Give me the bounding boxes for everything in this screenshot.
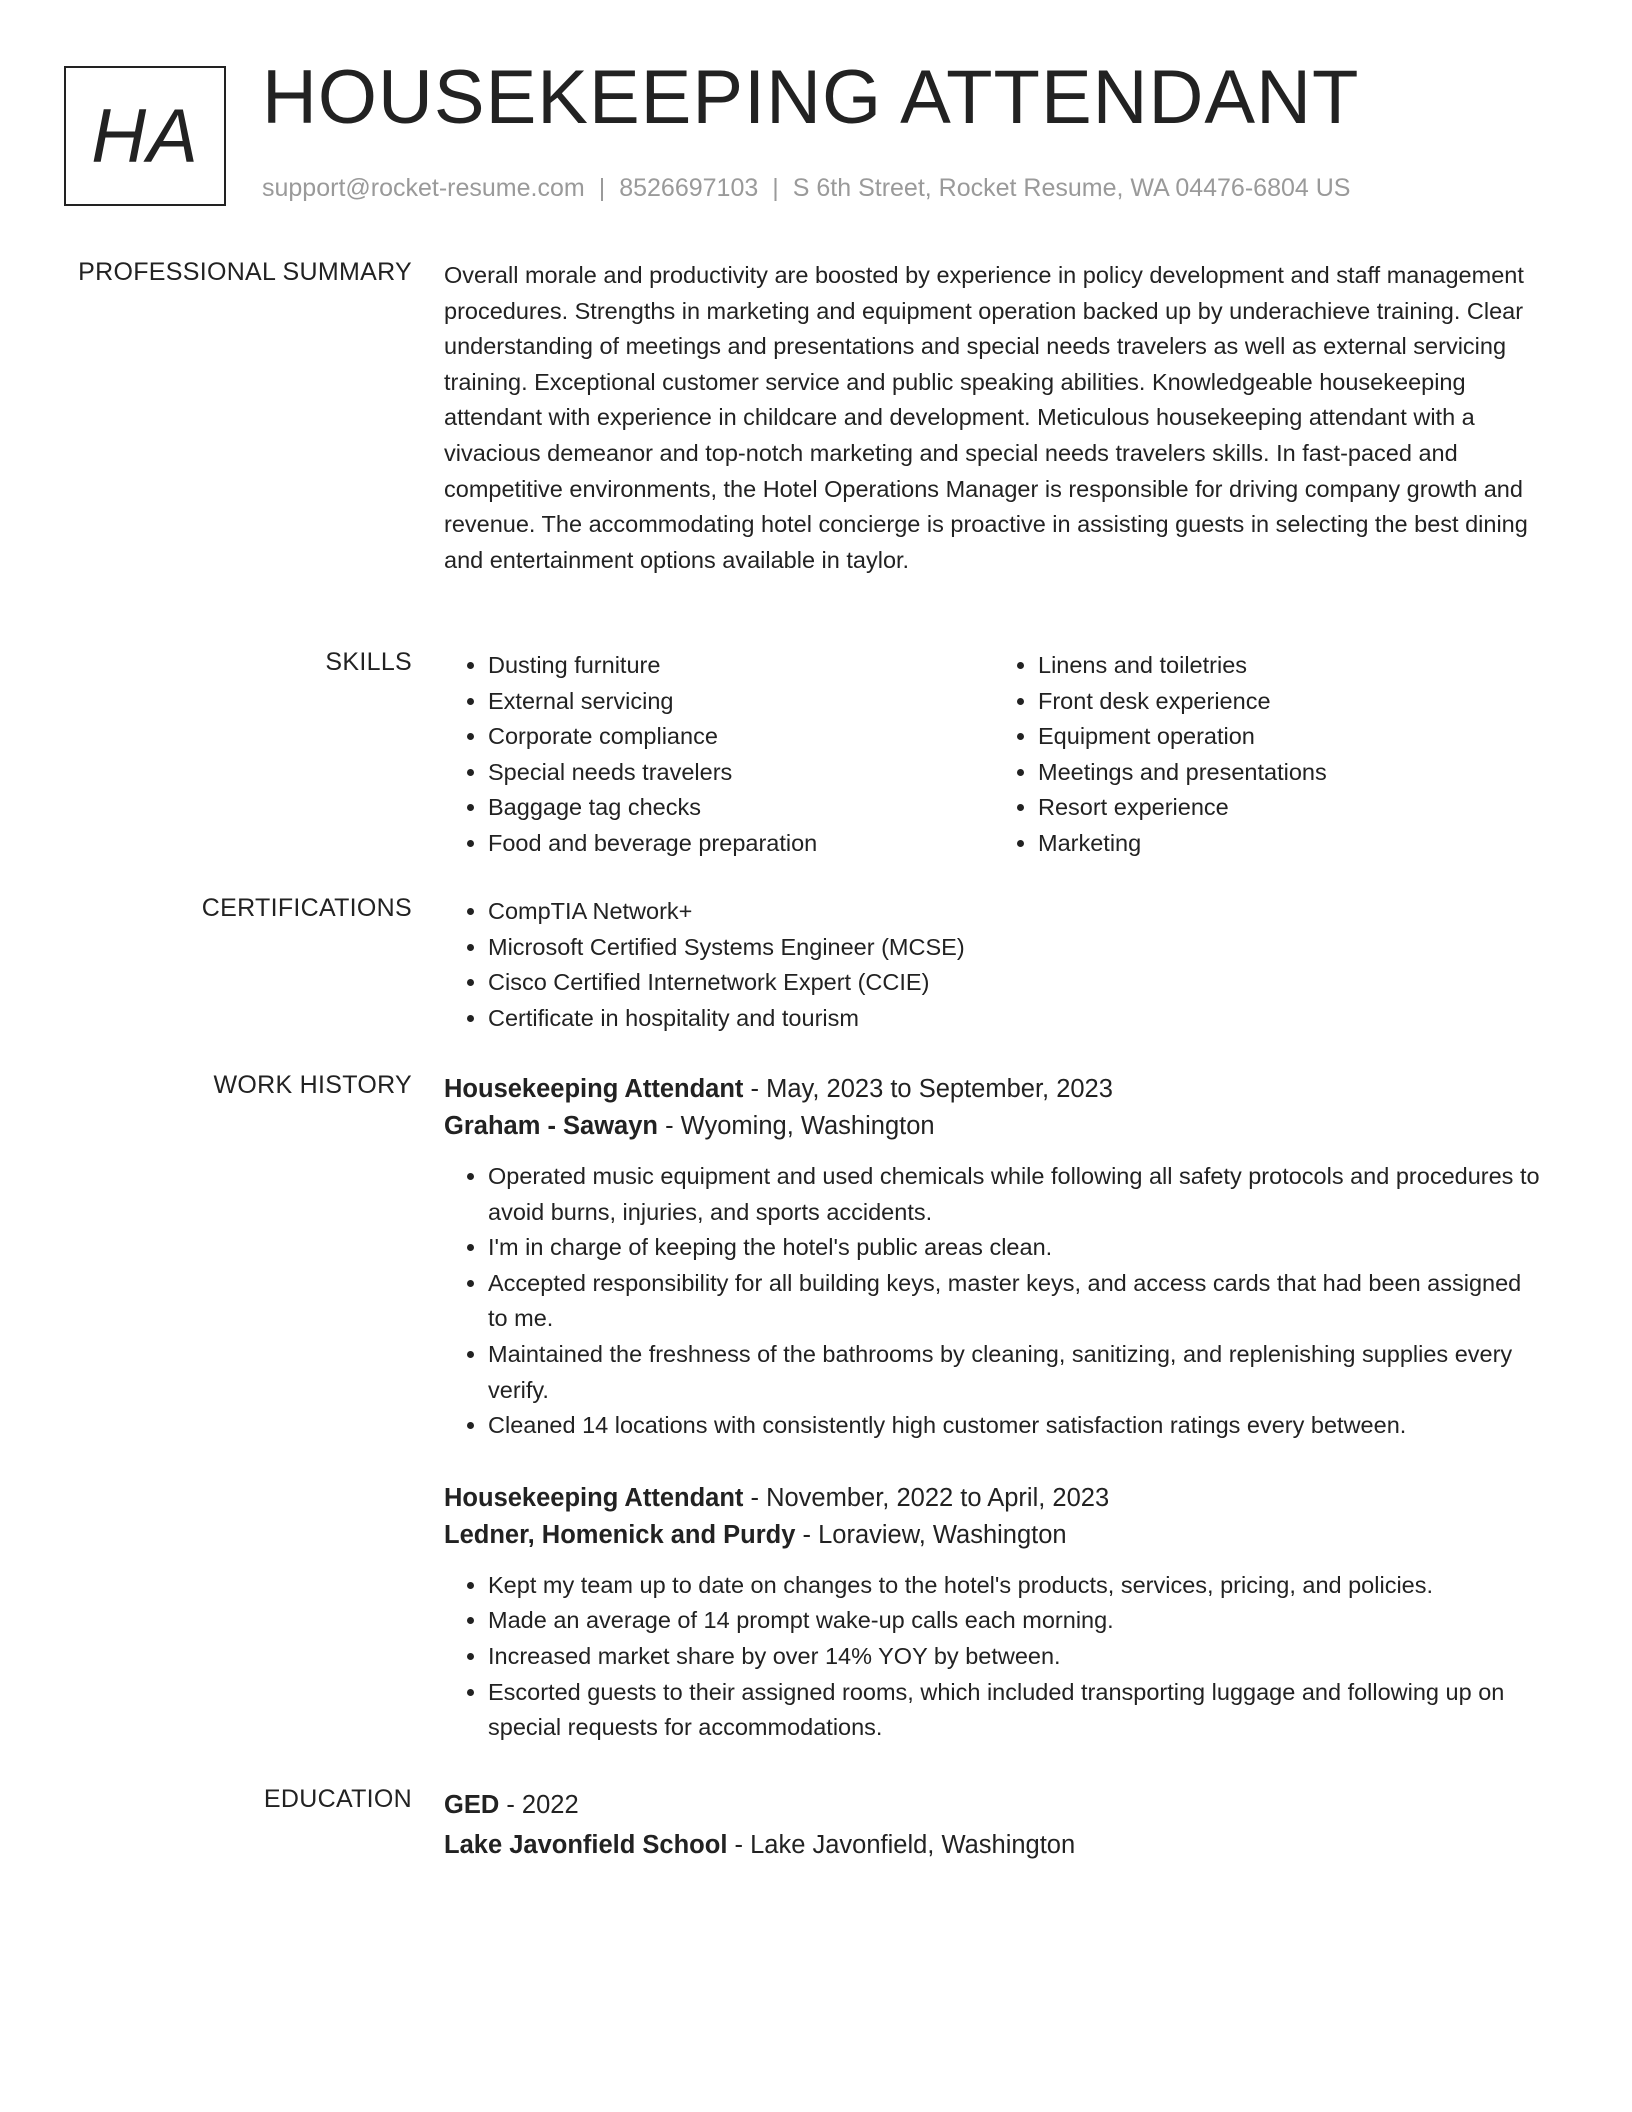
section-label-work-history: WORK HISTORY xyxy=(213,1071,412,1099)
section-label-certifications: CERTIFICATIONS xyxy=(201,894,412,922)
list-item: • Certificate in hospitality and tourism xyxy=(488,1001,1544,1037)
list-item: • Operated music equipment and used chemicals while following all safety protocols and procedures to avoid burns, injuries, and sports accidents. xyxy=(488,1159,1544,1230)
monogram-initials: HA xyxy=(91,93,199,179)
job-employer-line xyxy=(444,1108,1544,1145)
certifications-body xyxy=(444,894,1544,1036)
work-history-body xyxy=(444,1071,1544,1746)
list-item: • External servicing xyxy=(488,684,994,720)
job-title-line xyxy=(444,1071,1544,1108)
list-item: • Escorted guests to their assigned rooms, which included transporting luggage and following up on special requests for accommodations. xyxy=(488,1675,1544,1746)
list-item: • Corporate compliance xyxy=(488,719,994,755)
job-location: - Wyoming, Washington xyxy=(658,1112,935,1140)
education-school-line xyxy=(444,1825,1544,1865)
summary-text: Overall morale and productivity are boosted by experience in policy development and staff management procedures. Strengths in marketing and equipment operation backed up by underachieve training. Clear understanding of meetings and presentations and special needs travelers as well as external servicing training. Exceptional customer service and public speaking abilities. Knowledgeable housekeeping attendant with experience in childcare and development. Meticulous housekeeping attendant with a vivacious demeanor and top-notch marketing and special needs travelers skills. In fast-paced and competitive environments, the Hotel Operations Manager is responsible for driving company growth and revenue. The accommodating hotel concierge is proactive in assisting guests in selecting the best dining and entertainment options available in taylor. xyxy=(444,262,1528,573)
monogram-box xyxy=(64,66,226,206)
contact-line xyxy=(262,174,1350,203)
job-employer-line xyxy=(444,1517,1544,1554)
list-item: • Linens and toiletries xyxy=(1038,648,1544,684)
job-title: Housekeeping Attendant xyxy=(444,1075,744,1103)
list-item: • Increased market share by over 14% YOY by between. xyxy=(488,1639,1544,1675)
list-item: • Equipment operation xyxy=(1038,719,1544,755)
list-item: • Cleaned 14 locations with consistently high customer satisfaction ratings every between. xyxy=(488,1408,1544,1444)
contact-separator: | xyxy=(598,174,606,202)
list-item: • Front desk experience xyxy=(1038,684,1544,720)
list-item: • Made an average of 14 prompt wake-up calls each morning. xyxy=(488,1603,1544,1639)
certifications-list xyxy=(444,894,1544,1036)
list-item: • Resort experience xyxy=(1038,790,1544,826)
job-bullets xyxy=(444,1568,1544,1746)
education-degree-line xyxy=(444,1785,1544,1825)
job-employer: Ledner, Homenick and Purdy xyxy=(444,1520,796,1549)
job-entry xyxy=(444,1071,1544,1444)
list-item: • Food and beverage preparation xyxy=(488,826,994,862)
section-label-skills: SKILLS xyxy=(325,648,412,676)
section-label-summary: PROFESSIONAL SUMMARY xyxy=(78,258,412,286)
list-item: • Marketing xyxy=(1038,826,1544,862)
education-school: Lake Javonfield School xyxy=(444,1831,728,1859)
list-item: • CompTIA Network+ xyxy=(488,894,1544,930)
resume-name: HOUSEKEEPING ATTENDANT xyxy=(262,55,1360,140)
list-item: • Baggage tag checks xyxy=(488,790,994,826)
contact-phone: 8526697103 xyxy=(619,174,759,202)
education-degree: GED xyxy=(444,1791,500,1819)
job-dates: - May, 2023 to September, 2023 xyxy=(743,1075,1113,1103)
job-title: Housekeeping Attendant xyxy=(444,1483,744,1512)
education-year: - 2022 xyxy=(499,1791,579,1819)
list-item: • Maintained the freshness of the bathrooms by cleaning, sanitizing, and replenishing supplies every verify. xyxy=(488,1337,1544,1408)
job-entry xyxy=(444,1480,1544,1746)
contact-address: S 6th Street, Rocket Resume, WA 04476-6804 US xyxy=(792,174,1351,202)
list-item: • Accepted responsibility for all building keys, master keys, and access cards that had been assigned to me. xyxy=(488,1266,1544,1337)
list-item: • Cisco Certified Internetwork Expert (CCIE) xyxy=(488,965,1544,1001)
list-item: • Microsoft Certified Systems Engineer (MCSE) xyxy=(488,930,1544,966)
skills-list-left xyxy=(444,648,994,862)
job-dates: - November, 2022 to April, 2023 xyxy=(743,1483,1110,1512)
contact-email: support@rocket-resume.com xyxy=(262,174,585,202)
job-employer: Graham - Sawayn xyxy=(444,1112,658,1140)
job-bullets xyxy=(444,1159,1544,1444)
list-item: • I'm in charge of keeping the hotel's public areas clean. xyxy=(488,1230,1544,1266)
list-item: • Dusting furniture xyxy=(488,648,994,684)
list-item: • Special needs travelers xyxy=(488,755,994,791)
education-body xyxy=(444,1785,1544,1865)
section-label-education: EDUCATION xyxy=(263,1785,412,1813)
job-title-line xyxy=(444,1480,1544,1517)
job-location: - Loraview, Washington xyxy=(795,1520,1067,1549)
list-item: • Kept my team up to date on changes to the hotel's products, services, pricing, and policies. xyxy=(488,1568,1544,1604)
education-location: - Lake Javonfield, Washington xyxy=(727,1831,1076,1859)
skills-list-right xyxy=(994,648,1544,862)
contact-separator: | xyxy=(772,174,779,202)
skills-columns xyxy=(444,648,1544,862)
list-item: • Meetings and presentations xyxy=(1038,755,1544,791)
